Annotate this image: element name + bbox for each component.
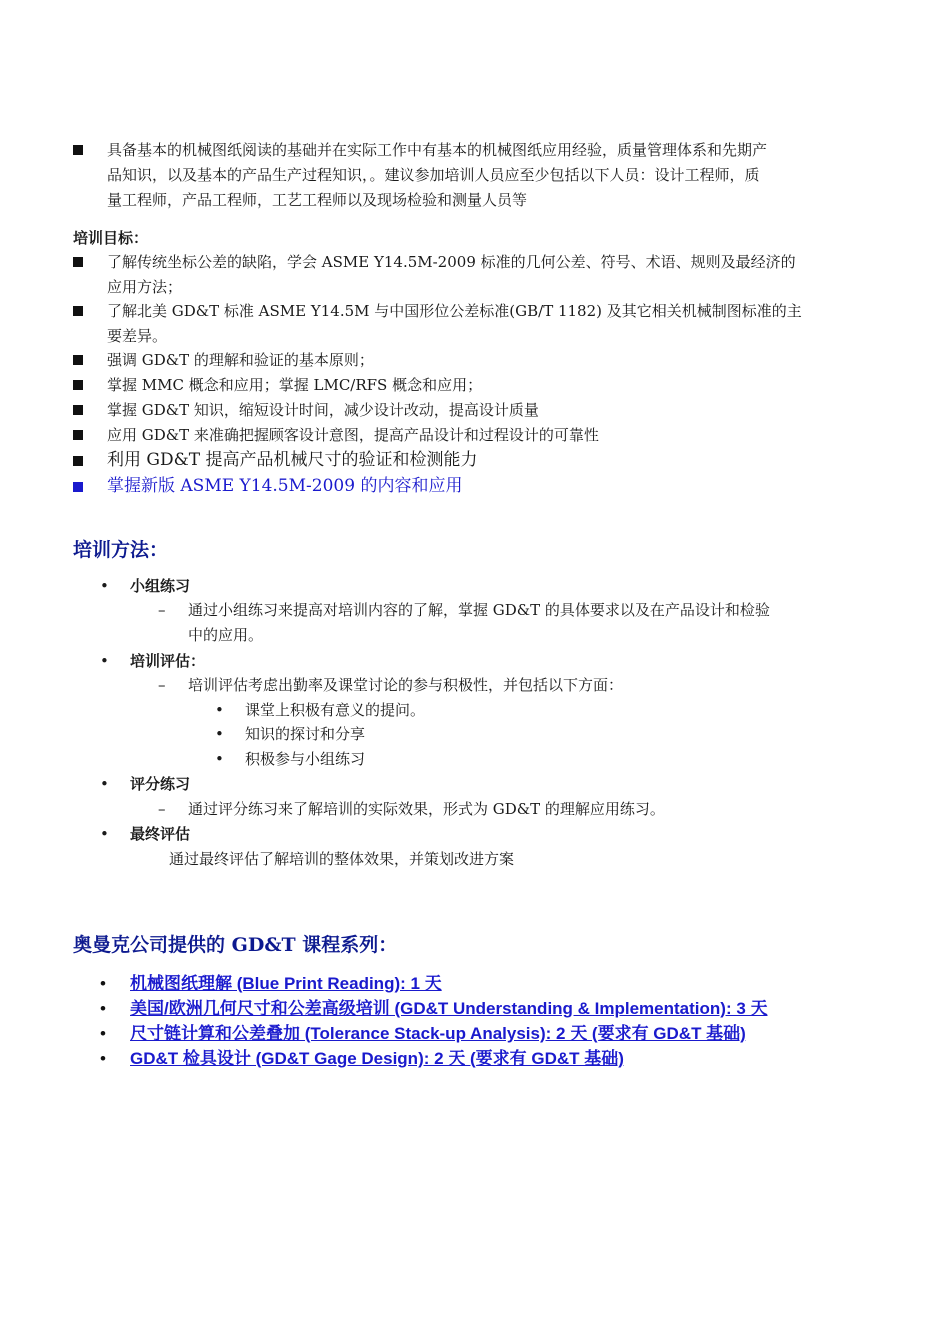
course-link[interactable]: 美国/欧洲几何尺寸和公差高级培训 (GD&T Understanding & Implementation): 3 天 <box>130 999 768 1018</box>
bullet-icon: • <box>100 652 109 670</box>
evaluation-aspect <box>215 747 365 771</box>
objective-text: 应用 GD&T 来准确把握顾客设计意图，提高产品设计和过程设计的可靠性 <box>107 426 599 444</box>
methods-title: 培训方法： <box>73 539 169 561</box>
bullet-icon: • <box>215 725 224 743</box>
method-group-practice <box>100 574 190 598</box>
square-bullet-icon <box>73 257 83 267</box>
course-item[interactable] <box>100 996 768 1021</box>
objective-item <box>73 250 893 300</box>
dash-icon: – <box>158 800 166 818</box>
objective-item <box>73 348 893 373</box>
method-label: 小组练习 <box>130 577 191 595</box>
bullet-icon: • <box>100 775 109 793</box>
objective-text-cont: 应用方法； <box>107 278 183 296</box>
prereq-item <box>73 138 893 213</box>
method-evaluation <box>100 649 205 673</box>
objective-text: 掌握 GD&T 知识，缩短设计时间，减少设计改动，提高设计质量 <box>107 401 539 419</box>
evaluation-aspect-text: 课堂上积极有意义的提问。 <box>245 701 426 719</box>
course-link[interactable]: 机械图纸理解 (Blue Print Reading): 1 天 <box>130 974 442 993</box>
square-bullet-icon <box>73 456 83 466</box>
method-detail <box>158 673 878 698</box>
bullet-icon: • <box>215 701 224 719</box>
dash-icon: – <box>158 676 166 694</box>
method-final <box>100 822 190 846</box>
dash-icon: – <box>158 601 166 619</box>
evaluation-aspect <box>215 698 425 722</box>
prereq-line-2: 品知识，以及基本的产品生产过程知识，。建议参加培训人员应至少包括以下人员：设计工程师，质 <box>107 166 760 184</box>
bullet-icon: • <box>100 1049 106 1068</box>
method-final-text: 通过最终评估了解培训的整体效果，并策划改进方案 <box>169 850 515 868</box>
evaluation-aspect <box>215 722 365 746</box>
objective-item <box>73 299 893 349</box>
square-bullet-icon <box>73 430 83 440</box>
method-detail-text: 培训评估考虑出勤率及课堂讨论的参与积极性，并包括以下方面： <box>188 676 624 694</box>
objective-text: 掌握 MMC 概念和应用；掌握 LMC/RFS 概念和应用； <box>107 376 483 394</box>
method-detail-text-cont: 中的应用。 <box>188 626 264 644</box>
method-scoring <box>100 772 190 796</box>
prereq-line-3: 量工程师，产品工程师，工艺工程师以及现场检验和测量人员等 <box>107 191 528 209</box>
prereq-line-1: 具备基本的机械图纸阅读的基础并在实际工作中有基本的机械图纸应用经验，质量管理体系和先期产 <box>107 141 768 159</box>
method-detail <box>158 598 878 648</box>
course-item[interactable] <box>100 1046 624 1071</box>
objective-text: 掌握新版 ASME Y14.5M-2009 的内容和应用 <box>107 476 463 496</box>
evaluation-aspect-text: 知识的探讨和分享 <box>245 725 366 743</box>
square-bullet-icon <box>73 405 83 415</box>
courses-title: 奥曼克公司提供的 GD&T 课程系列： <box>73 934 398 956</box>
objective-item-highlight <box>73 474 893 499</box>
square-bullet-icon <box>73 306 83 316</box>
square-bullet-icon <box>73 355 83 365</box>
objective-text: 强调 GD&T 的理解和验证的基本原则； <box>107 351 374 369</box>
method-label: 培训评估： <box>130 652 206 670</box>
bullet-icon: • <box>100 825 109 843</box>
objective-text: 利用 GD&T 提高产品机械尺寸的验证和检测能力 <box>107 450 478 470</box>
objective-item <box>73 373 893 398</box>
bullet-icon: • <box>215 750 224 768</box>
objective-text-cont: 要差异。 <box>107 327 168 345</box>
method-detail-text: 通过小组练习来提高对培训内容的了解，掌握 GD&T 的具体要求以及在产品设计和检验 <box>188 601 770 619</box>
method-detail-text: 通过评分练习来了解培训的实际效果，形式为 GD&T 的理解应用练习。 <box>188 800 665 818</box>
method-label: 评分练习 <box>130 775 191 793</box>
course-item[interactable] <box>100 971 442 996</box>
method-label: 最终评估 <box>130 825 191 843</box>
course-link[interactable]: GD&T 检具设计 (GD&T Gage Design): 2 天 (要求有 GD&T 基础) <box>130 1049 624 1068</box>
objective-item <box>73 423 893 448</box>
square-bullet-icon <box>73 145 83 155</box>
bullet-icon: • <box>100 974 106 993</box>
objective-text: 了解北美 GD&T 标准 ASME Y14.5M 与中国形位公差标准(GB/T 1182) 及其它相关机械制图标准的主 <box>107 302 802 320</box>
method-detail <box>158 797 878 822</box>
objective-item <box>73 398 893 423</box>
objective-item <box>73 448 893 473</box>
bullet-icon: • <box>100 999 106 1018</box>
course-link[interactable]: 尺寸链计算和公差叠加 (Tolerance Stack-up Analysis): 2 天 (要求有 GD&T 基础) <box>130 1024 746 1043</box>
square-bullet-icon <box>73 482 83 492</box>
objective-text: 了解传统坐标公差的缺陷，学会 ASME Y14.5M-2009 标准的几何公差、符号、术语、规则及最经济的 <box>107 253 796 271</box>
objectives-label: 培训目标： <box>73 229 149 247</box>
evaluation-aspect-text: 积极参与小组练习 <box>245 750 366 768</box>
course-item[interactable] <box>100 1021 746 1046</box>
bullet-icon: • <box>100 1024 106 1043</box>
square-bullet-icon <box>73 380 83 390</box>
bullet-icon: • <box>100 577 109 595</box>
